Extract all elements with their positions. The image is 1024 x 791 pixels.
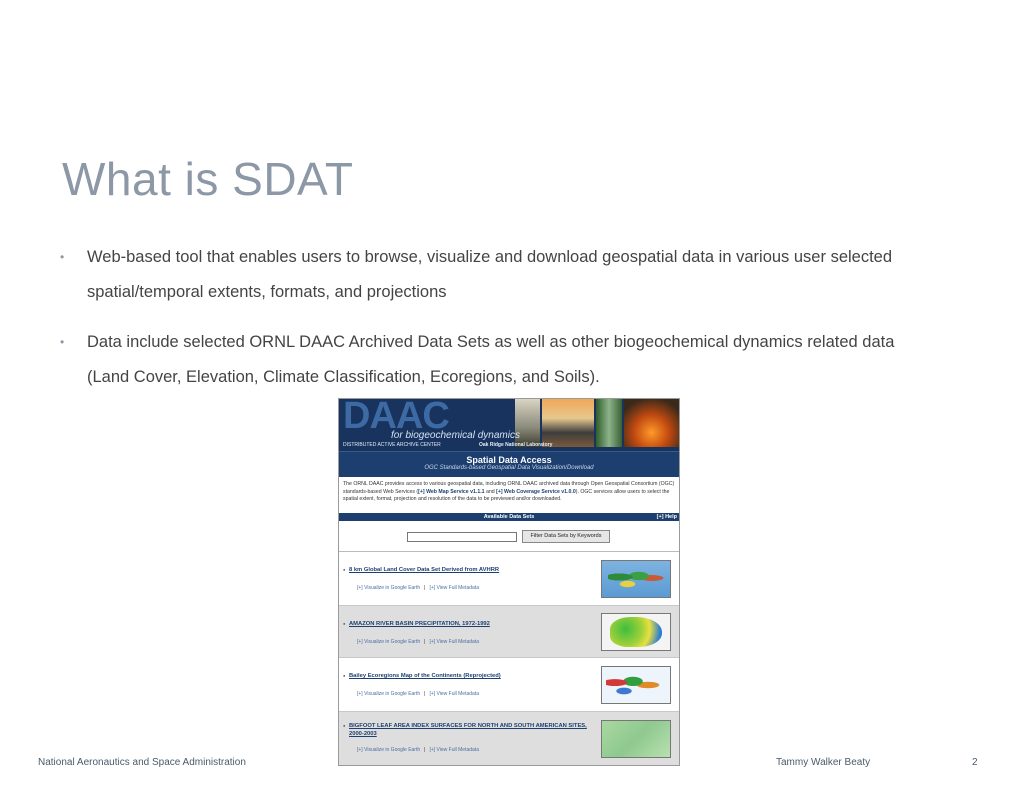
sdat-screenshot (338, 398, 680, 766)
metadata-link[interactable]: [+] View Full Metadata (429, 639, 479, 645)
metadata-link[interactable]: [+] View Full Metadata (429, 691, 479, 697)
link-separator: | (424, 639, 426, 645)
available-datasets-bar (339, 513, 679, 521)
banner-photo (624, 399, 679, 447)
banner-center-name: DISTRIBUTED ACTIVE ARCHIVE CENTER (343, 442, 441, 448)
banner-subtitle: for biogeochemical dynamics (391, 430, 520, 441)
google-earth-link[interactable]: [+] Visualize in Google Earth (357, 691, 421, 697)
filter-row (339, 521, 679, 552)
link-separator: | (424, 747, 426, 753)
link-separator: | (424, 691, 426, 697)
sda-title: Spatial Data Access (466, 455, 552, 465)
banner-lab-name: Oak Ridge National Laboratory (479, 442, 553, 448)
slide-title: What is SDAT (62, 153, 354, 205)
bullet-dot-icon: • (60, 250, 65, 264)
metadata-link[interactable]: [+] View Full Metadata (429, 585, 479, 591)
leaf-area-thumbnail[interactable] (601, 720, 671, 758)
wcs-link[interactable]: [+] Web Coverage Service v1.0.0 (496, 488, 576, 495)
available-datasets-label: Available Data Sets (483, 514, 535, 520)
dataset-row (339, 712, 679, 766)
sda-subtitle: OGC Standards-based Geospatial Data Visualization/Download (424, 465, 594, 471)
dataset-row (339, 658, 679, 712)
keyword-filter-input[interactable] (407, 532, 517, 542)
bullet-item (58, 325, 938, 395)
dataset-title-link[interactable]: ● Bailey Ecoregions Map of the Continents (Reprojected) (349, 672, 589, 680)
dataset-links (357, 585, 479, 591)
bullet-dot-icon: • (60, 335, 65, 349)
description-intro: The ORNL DAAC provides access to various geospatial data, including ORNL DAAC archived data through Open Geospatial Consortium (OGC) standards-based Web Services ( (343, 481, 675, 495)
bullet-text: Web-based tool that enables users to browse, visualize and download geospatial data in various user selected spatial/temporal extents, formats, and projections (87, 248, 893, 301)
dataset-links (357, 747, 479, 753)
dataset-title-link[interactable]: ● 8 km Global Land Cover Data Set Derived from AVHRR (349, 566, 589, 574)
banner-photo (596, 399, 622, 447)
metadata-link[interactable]: [+] View Full Metadata (429, 747, 479, 753)
world-map-thumbnail[interactable] (601, 560, 671, 598)
dataset-links (357, 639, 479, 645)
dataset-row (339, 606, 679, 658)
daac-banner (339, 399, 679, 451)
banner-photo (542, 399, 594, 447)
sda-header (339, 451, 679, 477)
dataset-row (339, 552, 679, 606)
link-separator: | (424, 585, 426, 591)
amazon-map-thumbnail[interactable] (601, 613, 671, 651)
google-earth-link[interactable]: [+] Visualize in Google Earth (357, 639, 421, 645)
dataset-title-link[interactable]: ● AMAZON RIVER BASIN PRECIPITATION, 1972-1992 (349, 620, 589, 628)
wms-link[interactable]: [+] Web Map Service v1.1.1 (418, 488, 485, 495)
daac-logo: DAAC (343, 399, 449, 437)
dataset-links (357, 691, 479, 697)
description-and: and (484, 488, 497, 495)
help-link[interactable]: [+] Help (656, 514, 677, 520)
footer-page-number: 2 (972, 757, 978, 768)
filter-button[interactable]: Filter Data Sets by Keywords (522, 530, 610, 543)
bullet-text: Data include selected ORNL DAAC Archived Data Sets as well as other biogeochemical dynamics related data (Land Cover, Elevation, Climate Classification, Ecoregions, and Soils). (87, 333, 895, 386)
ecoregion-map-thumbnail[interactable] (601, 666, 671, 704)
footer-organization: National Aeronautics and Space Administration (38, 757, 246, 768)
bullet-item (58, 240, 938, 310)
description-outro: ). OGC services allow users to select the spatial extent, format, projection and resolution of the data to be previewed and/or downloaded. (343, 488, 670, 502)
sda-description (339, 477, 679, 513)
footer-author: Tammy Walker Beaty (776, 757, 871, 768)
bullet-list (58, 240, 938, 410)
google-earth-link[interactable]: [+] Visualize in Google Earth (357, 747, 421, 753)
dataset-title-link[interactable]: ● BIGFOOT LEAF AREA INDEX SURFACES FOR NORTH AND SOUTH AMERICAN SITES, 2000-2003 (349, 722, 589, 738)
google-earth-link[interactable]: [+] Visualize in Google Earth (357, 585, 421, 591)
